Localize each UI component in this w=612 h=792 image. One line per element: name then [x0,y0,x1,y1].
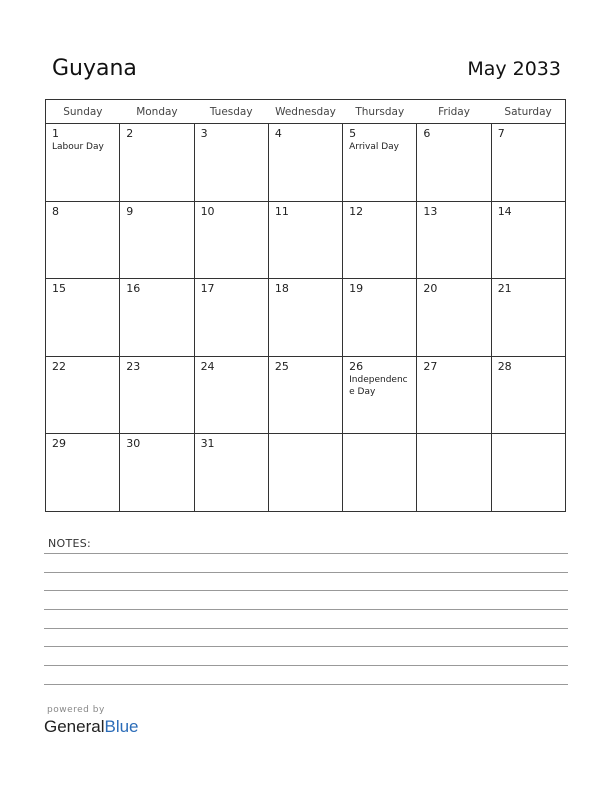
day-number: 27 [423,359,438,373]
calendar-week-row [46,201,566,279]
calendar-day-cell[interactable] [268,434,342,512]
calendar-day-cell[interactable] [343,201,417,279]
calendar-day-cell[interactable] [268,124,342,202]
calendar-week-row [46,434,566,512]
note-line [44,609,568,610]
calendar-day-cell[interactable] [268,356,342,434]
note-line [44,665,568,666]
notes-label: NOTES: [48,537,92,550]
day-number: 18 [274,282,289,296]
day-number: 10 [200,204,215,218]
day-number: 13 [423,204,438,218]
calendar-day-cell[interactable] [194,434,268,512]
note-line [44,590,568,591]
day-number: 14 [497,204,512,218]
weekday-sunday: Sunday [46,100,120,124]
day-number: 4 [274,127,282,140]
calendar-day-cell[interactable] [46,434,120,512]
day-number: 21 [497,282,512,296]
calendar-day-cell[interactable] [46,124,120,202]
calendar-day-cell[interactable] [343,434,417,512]
day-number: 6 [423,127,431,140]
calendar-day-cell[interactable] [194,279,268,357]
calendar-week-row [46,279,566,357]
day-number: 8 [52,204,59,218]
note-line [44,628,568,629]
calendar-day-cell[interactable] [120,434,194,512]
brand-general: General [44,717,105,736]
day-number: 12 [349,204,364,218]
day-number: 22 [52,359,66,373]
calendar-day-cell[interactable] [491,356,565,434]
calendar-day-cell[interactable] [120,201,194,279]
calendar-day-cell[interactable] [194,201,268,279]
day-number: 5 [349,127,357,140]
day-number: 28 [497,359,512,373]
day-number: 20 [423,282,438,296]
brand-blue: Blue [104,717,139,736]
calendar-day-cell[interactable] [491,124,565,202]
note-line [44,572,568,573]
day-number: 9 [126,204,134,218]
day-number: 25 [274,359,289,373]
calendar-grid [45,99,566,512]
weekday-saturday: Saturday [491,100,565,124]
day-number: 24 [200,359,215,373]
calendar-day-cell[interactable] [194,124,268,202]
day-number: 29 [52,437,66,451]
holiday-label: Labour Day [52,142,104,152]
note-line [44,553,568,554]
day-number: 1 [52,127,59,140]
note-line [44,646,568,647]
calendar-day-cell[interactable] [46,356,120,434]
day-number: 19 [349,282,364,296]
calendar-day-cell[interactable] [417,279,491,357]
calendar-day-cell[interactable] [268,279,342,357]
powered-by-text: powered by [47,705,105,715]
calendar-day-cell[interactable] [120,279,194,357]
day-number: 16 [126,282,141,296]
weekday-wednesday: Wednesday [268,100,342,124]
weekday-tuesday: Tuesday [194,100,268,124]
note-line [44,684,568,685]
weekday-header-row [46,100,566,124]
day-number: 15 [52,282,66,296]
weekday-thursday: Thursday [343,100,417,124]
holiday-label: Arrival Day [349,142,399,152]
calendar-day-cell[interactable] [417,434,491,512]
weekday-monday: Monday [120,100,194,124]
holiday-label: Independence Day [349,374,408,397]
brand-logo[interactable] [44,717,139,737]
day-number: 2 [126,127,134,140]
calendar-week-row [46,124,566,202]
calendar-day-cell[interactable] [120,124,194,202]
calendar-day-cell[interactable] [343,279,417,357]
month-year-title: May 2033 [467,58,561,80]
weekday-friday: Friday [417,100,491,124]
calendar-day-cell[interactable] [343,124,417,202]
day-number: 3 [200,127,208,140]
day-number: 23 [126,359,141,373]
country-title: Guyana [52,56,137,81]
calendar-day-cell[interactable] [417,124,491,202]
calendar-day-cell[interactable] [417,356,491,434]
calendar-day-cell[interactable] [268,201,342,279]
calendar-day-cell[interactable] [46,201,120,279]
calendar-day-cell[interactable] [194,356,268,434]
day-number: 7 [497,127,505,140]
day-number: 30 [126,437,141,451]
day-number: 17 [200,282,215,296]
day-number: 11 [274,204,289,218]
day-number: 31 [200,437,215,451]
day-number: 26 [349,359,364,373]
calendar-day-cell[interactable] [120,356,194,434]
calendar-day-cell[interactable] [343,356,417,434]
calendar-day-cell[interactable] [417,201,491,279]
calendar-week-row [46,356,566,434]
calendar-day-cell[interactable] [491,279,565,357]
calendar-day-cell[interactable] [491,434,565,512]
calendar-day-cell[interactable] [46,279,120,357]
calendar-day-cell[interactable] [491,201,565,279]
